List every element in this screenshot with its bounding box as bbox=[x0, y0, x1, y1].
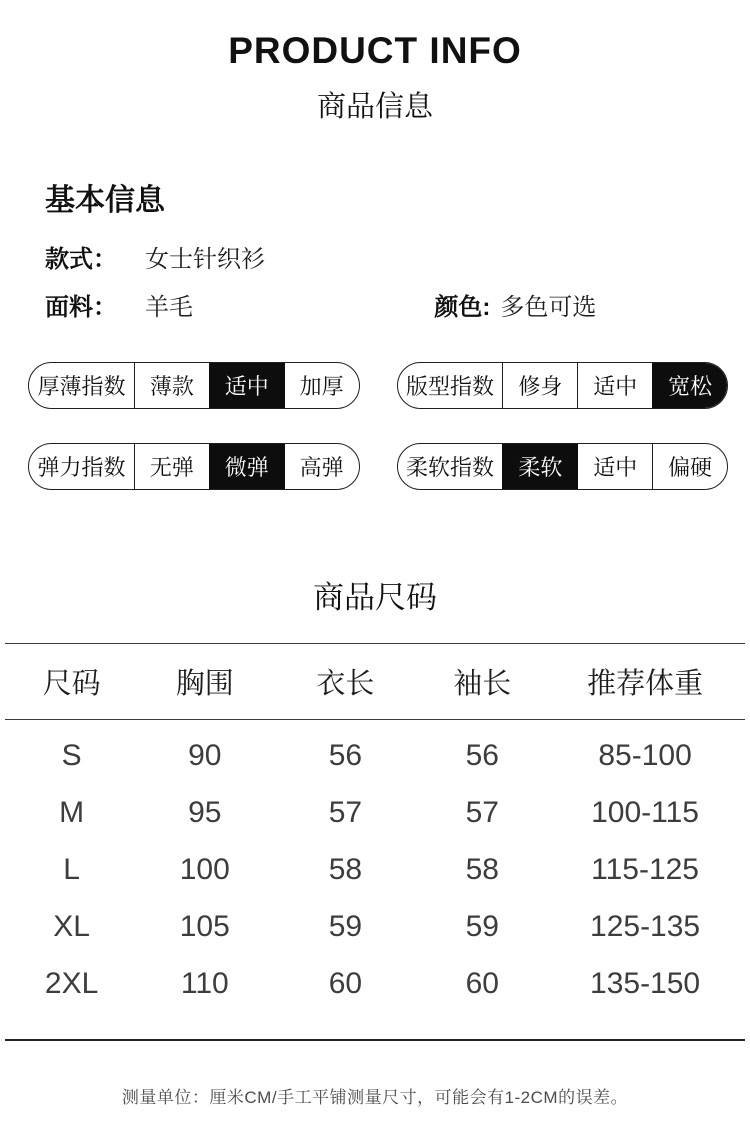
table-row bbox=[5, 955, 745, 1012]
field-fabric-label: 面料： bbox=[45, 294, 117, 321]
page-title: PRODUCT INFO bbox=[228, 30, 522, 71]
column-header: 衣长 bbox=[316, 668, 375, 700]
table-cell: 58 bbox=[465, 852, 499, 886]
pill-label: 柔软指数 bbox=[405, 455, 494, 480]
field-color bbox=[434, 287, 596, 322]
field-color-value: 多色可选 bbox=[500, 294, 597, 321]
size-table-header bbox=[5, 643, 745, 720]
table-cell: 95 bbox=[188, 795, 222, 829]
field-color-label: 颜色: bbox=[434, 294, 491, 321]
column-header: 袖长 bbox=[453, 668, 512, 700]
pill-label: 厚薄指数 bbox=[37, 374, 126, 399]
table-row bbox=[5, 727, 745, 784]
column-header: 推荐体重 bbox=[587, 668, 704, 700]
pill-label: 弹力指数 bbox=[37, 455, 126, 480]
index-pill-3 bbox=[397, 443, 729, 490]
table-cell: 57 bbox=[328, 795, 363, 829]
table-cell: XL bbox=[53, 909, 90, 943]
column-header: 胸围 bbox=[175, 668, 234, 700]
pill-option: 无弹 bbox=[134, 444, 209, 489]
page-subtitle: 商品信息 bbox=[316, 91, 433, 123]
basic-info-section bbox=[45, 175, 705, 322]
field-fabric bbox=[45, 287, 434, 322]
pill-option: 适中 bbox=[577, 363, 652, 408]
table-cell: 58 bbox=[328, 852, 363, 886]
table-cell: 57 bbox=[465, 795, 499, 829]
table-cell: 85-100 bbox=[598, 738, 692, 772]
pill-option: 薄款 bbox=[134, 363, 209, 408]
size-table-body bbox=[5, 720, 745, 1041]
index-pill-0 bbox=[28, 362, 360, 409]
basic-info-heading: 基本信息 bbox=[45, 184, 165, 217]
table-cell: 105 bbox=[179, 909, 230, 943]
pill-option: 高弹 bbox=[284, 444, 359, 489]
table-cell: 56 bbox=[465, 738, 499, 772]
index-pill-1 bbox=[397, 362, 729, 409]
table-cell: 60 bbox=[328, 966, 363, 1000]
table-cell: 60 bbox=[465, 966, 499, 1000]
table-cell: 100 bbox=[179, 852, 230, 886]
table-row bbox=[5, 784, 745, 841]
field-style-label: 款式： bbox=[45, 246, 117, 273]
pill-option: 适中 bbox=[577, 444, 652, 489]
column-header: 尺码 bbox=[42, 668, 101, 700]
table-cell: M bbox=[59, 795, 85, 829]
index-pill-2 bbox=[28, 443, 360, 490]
index-pills bbox=[28, 362, 728, 490]
table-cell: 2XL bbox=[44, 966, 99, 1000]
table-cell: 100-115 bbox=[591, 795, 699, 829]
table-cell: 56 bbox=[328, 738, 363, 772]
measurement-note: 测量单位：厘米CM/手工平铺测量尺寸，可能会有1-2CM的误差。 bbox=[121, 1088, 629, 1107]
size-table bbox=[5, 643, 745, 1041]
pill-option: 偏硬 bbox=[652, 444, 727, 489]
pill-option-selected: 适中 bbox=[209, 363, 284, 408]
pill-label: 版型指数 bbox=[405, 374, 494, 399]
pill-option-selected: 宽松 bbox=[652, 363, 727, 408]
pill-option-selected: 微弹 bbox=[209, 444, 284, 489]
table-row bbox=[5, 898, 745, 955]
table-row bbox=[5, 841, 745, 898]
pill-option: 加厚 bbox=[284, 363, 359, 408]
table-cell: 110 bbox=[180, 966, 229, 1000]
table-cell: 125-135 bbox=[590, 909, 701, 943]
table-cell: 90 bbox=[188, 738, 222, 772]
field-style bbox=[45, 239, 265, 274]
table-cell: 115-125 bbox=[591, 852, 699, 886]
pill-option: 修身 bbox=[502, 363, 577, 408]
table-cell: 59 bbox=[465, 909, 499, 943]
table-cell: 135-150 bbox=[590, 966, 701, 1000]
field-fabric-value: 羊毛 bbox=[145, 294, 193, 321]
table-cell: L bbox=[63, 852, 80, 886]
pill-option-selected: 柔软 bbox=[502, 444, 577, 489]
size-section-heading: 商品尺码 bbox=[313, 580, 437, 615]
basic-info-fields bbox=[45, 239, 705, 322]
field-style-value: 女士针织衫 bbox=[145, 246, 265, 273]
table-cell: 59 bbox=[328, 909, 363, 943]
table-cell: S bbox=[61, 738, 82, 772]
